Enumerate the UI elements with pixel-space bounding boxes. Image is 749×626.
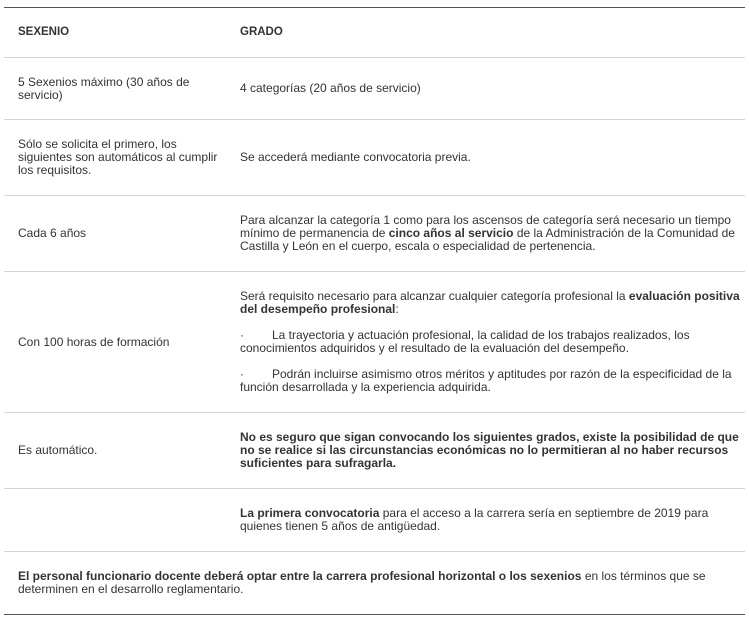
sexenio-cell: Es automático. — [18, 443, 98, 457]
bullet-item — [240, 329, 741, 355]
grado-emphasis: La primera convocatoria — [240, 506, 380, 520]
grado-cell — [226, 272, 745, 413]
header-sexenio: SEXENIO — [18, 26, 70, 38]
footer-emphasis: El personal funcionario docente deberá optar entre la carrera profesional horizontal o los sexenios — [18, 569, 582, 583]
bullet-text: Podrán incluirse asimismo otros méritos y aptitudes por razón de la especificidad de la función desarrollada y la experiencia adquirida. — [240, 367, 732, 394]
grado-text: de la Administración de la Comunidad de Castilla y León en el cuerpo, escala o especialidad de pertenencia. — [240, 226, 735, 253]
grado-text: Para alcanzar la categoría 1 como para los ascensos de categoría será necesario un tiempo mínimo de permanencia de — [240, 213, 731, 240]
grado-text: para el acceso a la carrera sería en septiembre de 2019 para quienes tienen 5 años de antigüedad. — [240, 506, 709, 533]
comparison-table — [4, 7, 745, 615]
bullet-marker: · — [240, 328, 244, 342]
grado-cell: 4 categorías (20 años de servicio) — [240, 81, 421, 95]
grado-emphasis: evaluación positiva del desempeño profesional — [240, 289, 740, 316]
grado-cell — [226, 489, 745, 552]
grado-paragraph — [240, 290, 741, 316]
sexenio-cell — [4, 489, 226, 552]
table-row — [4, 58, 745, 120]
sexenio-cell: Con 100 horas de formación — [18, 334, 170, 349]
sexenio-cell: Sólo se solicita el primero, los siguientes son automáticos al cumplir los requisitos. — [18, 137, 218, 177]
header-grado: GRADO — [240, 26, 283, 38]
bullet-item — [240, 368, 741, 394]
header-row — [4, 8, 745, 58]
table-row — [4, 413, 745, 489]
table-row — [4, 120, 745, 196]
footer-cell — [4, 552, 745, 615]
sexenio-cell: 5 Sexenios máximo (30 años de servicio) — [18, 74, 190, 102]
grado-cell — [226, 196, 745, 272]
bullet-text: La trayectoria y actuación profesional, la calidad de los trabajos realizados, los conocimientos adquiridos y el resultado de la evaluación del desempeño. — [240, 328, 690, 355]
grado-cell — [226, 413, 745, 489]
grado-emphasis: No es seguro que sigan convocando los siguientes grados, existe la posibilidad de que no se realice si las circunstancias económicas no lo permitieran al no haber recursos suficientes para sufragarla. — [240, 430, 739, 470]
table-row — [4, 196, 745, 272]
table-row — [4, 272, 745, 413]
grado-emphasis: cinco años al servicio — [388, 226, 514, 240]
grado-text: : — [395, 302, 399, 316]
bullet-marker: · — [240, 367, 244, 381]
footer-row — [4, 552, 745, 615]
grado-text: Será requisito necesario para alcanzar cualquier categoría profesional la — [240, 289, 629, 303]
sexenio-cell: Cada 6 años — [18, 226, 87, 240]
grado-cell: Se accederá mediante convocatoria previa. — [240, 150, 471, 164]
table-row — [4, 489, 745, 552]
footer-text: en los términos que se determinen en el desarrollo reglamentario. — [18, 569, 706, 596]
